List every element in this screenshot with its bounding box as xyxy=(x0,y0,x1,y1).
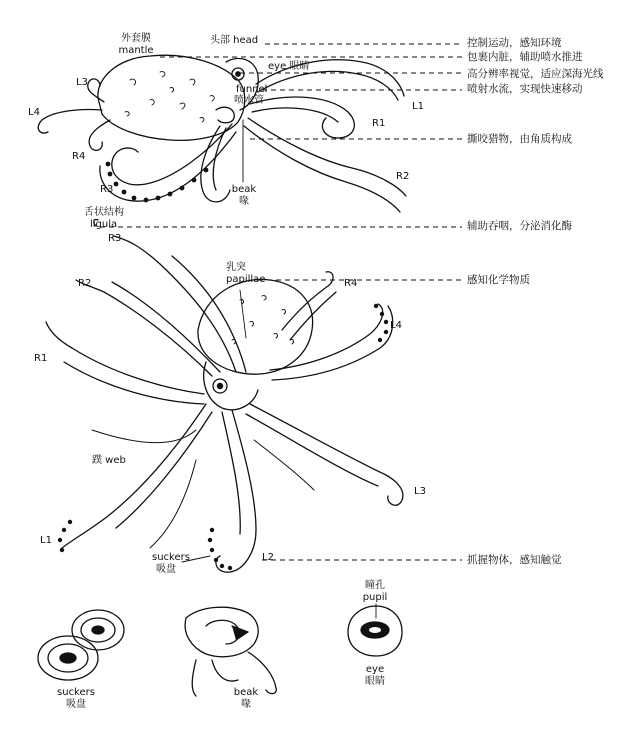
label-top-l1: L1 xyxy=(40,535,52,546)
label-ligula-en: ligula xyxy=(90,219,118,230)
label-top-r2: R2 xyxy=(78,278,92,289)
label-funnel-en: funnel xyxy=(236,84,268,95)
label-side-l4: L4 xyxy=(28,107,40,118)
detail-label-suckers-cn: 吸盘 xyxy=(66,699,86,710)
top-papillae-pointer xyxy=(240,290,246,338)
detail-suckers xyxy=(38,610,124,680)
label-web: 蹼 web xyxy=(92,455,126,466)
top-l4-suckers xyxy=(374,304,388,342)
side-arm-r1 xyxy=(250,97,354,138)
top-web xyxy=(92,430,314,548)
label-top-l3: L3 xyxy=(414,486,426,497)
label-suckers-cn: 吸盘 xyxy=(156,564,176,575)
label-top-r1: R1 xyxy=(34,353,48,364)
side-r3-suckers xyxy=(106,162,209,203)
label-beak-en: beak xyxy=(231,184,257,195)
label-side-r1: R1 xyxy=(372,118,386,129)
top-arm-l2 xyxy=(216,410,256,572)
side-mantle xyxy=(98,55,245,140)
top-arm-r3 xyxy=(114,236,246,372)
label-eye: eye 眼睛 xyxy=(268,61,310,72)
label-funnel-cn: 喷水管 xyxy=(234,95,264,106)
function-suckers: 抓握物体，感知触觉 xyxy=(467,554,562,566)
label-papillae-cn: 乳突 xyxy=(226,262,246,273)
detail-label-eye-en: eye xyxy=(365,664,385,675)
side-arm-l4 xyxy=(38,109,102,133)
detail-eye xyxy=(348,604,402,656)
side-view-octopus xyxy=(38,55,406,226)
label-side-l1: L1 xyxy=(412,101,424,112)
side-eye-pupil xyxy=(236,72,240,76)
detail-label-eye-cn: 眼睛 xyxy=(365,676,385,687)
label-ligula-cn: 舌状结构 xyxy=(84,207,124,218)
top-arm-l3 xyxy=(246,404,403,505)
label-papillae-en: papillae xyxy=(226,274,266,285)
top-l1-suckers xyxy=(58,520,72,552)
detail-label-suckers-en: suckers xyxy=(57,687,95,698)
label-suckers-en: suckers xyxy=(152,552,190,563)
function-funnel: 喷射水流，实现快速移动 xyxy=(467,83,583,95)
function-beak: 撕咬猎物，由角质构成 xyxy=(467,133,572,145)
label-side-r2: R2 xyxy=(396,171,410,182)
side-mantle-texture xyxy=(125,72,214,122)
leader-lines xyxy=(100,44,462,560)
function-papillae: 感知化学物质 xyxy=(467,274,530,286)
label-side-r3: R3 xyxy=(100,184,114,195)
top-arm-l4 xyxy=(270,304,393,380)
function-mantle: 包裹内脏，辅助喷水推进 xyxy=(467,51,583,63)
side-funnel xyxy=(216,107,234,123)
label-side-r4: R4 xyxy=(72,151,86,162)
label-side-l3: L3 xyxy=(76,77,88,88)
top-arm-r1 xyxy=(46,322,204,404)
top-eye-pupil xyxy=(217,383,222,388)
detail-beak xyxy=(185,607,276,696)
top-head xyxy=(204,362,258,410)
detail-label-beak-cn: 喙 xyxy=(241,699,251,710)
top-arm-l1 xyxy=(62,404,212,548)
detail-label-pupil-cn: 瞳孔 xyxy=(365,580,385,591)
label-top-r3: R3 xyxy=(108,233,122,244)
detail-label-pupil-en: pupil xyxy=(362,592,388,603)
top-mantle xyxy=(198,279,313,374)
top-l2-suckers xyxy=(208,528,232,570)
label-beak-cn: 喙 xyxy=(239,196,249,207)
detail-label-beak-en: beak xyxy=(233,687,259,698)
label-top-l2: L2 xyxy=(262,552,274,563)
function-head: 控制运动，感知环境 xyxy=(467,37,562,49)
function-ligula: 辅助吞咽，分泌消化酶 xyxy=(467,220,572,232)
label-top-l4: L4 xyxy=(390,320,402,331)
label-head: 头部 head xyxy=(210,35,259,46)
label-mantle-cn: 外套膜 xyxy=(121,33,151,44)
label-mantle-en: mantle xyxy=(118,45,154,56)
side-arm-r4 xyxy=(89,120,110,150)
label-top-r4: R4 xyxy=(344,278,358,289)
function-eye: 高分辨率视觉，适应深海光线 xyxy=(467,68,604,80)
